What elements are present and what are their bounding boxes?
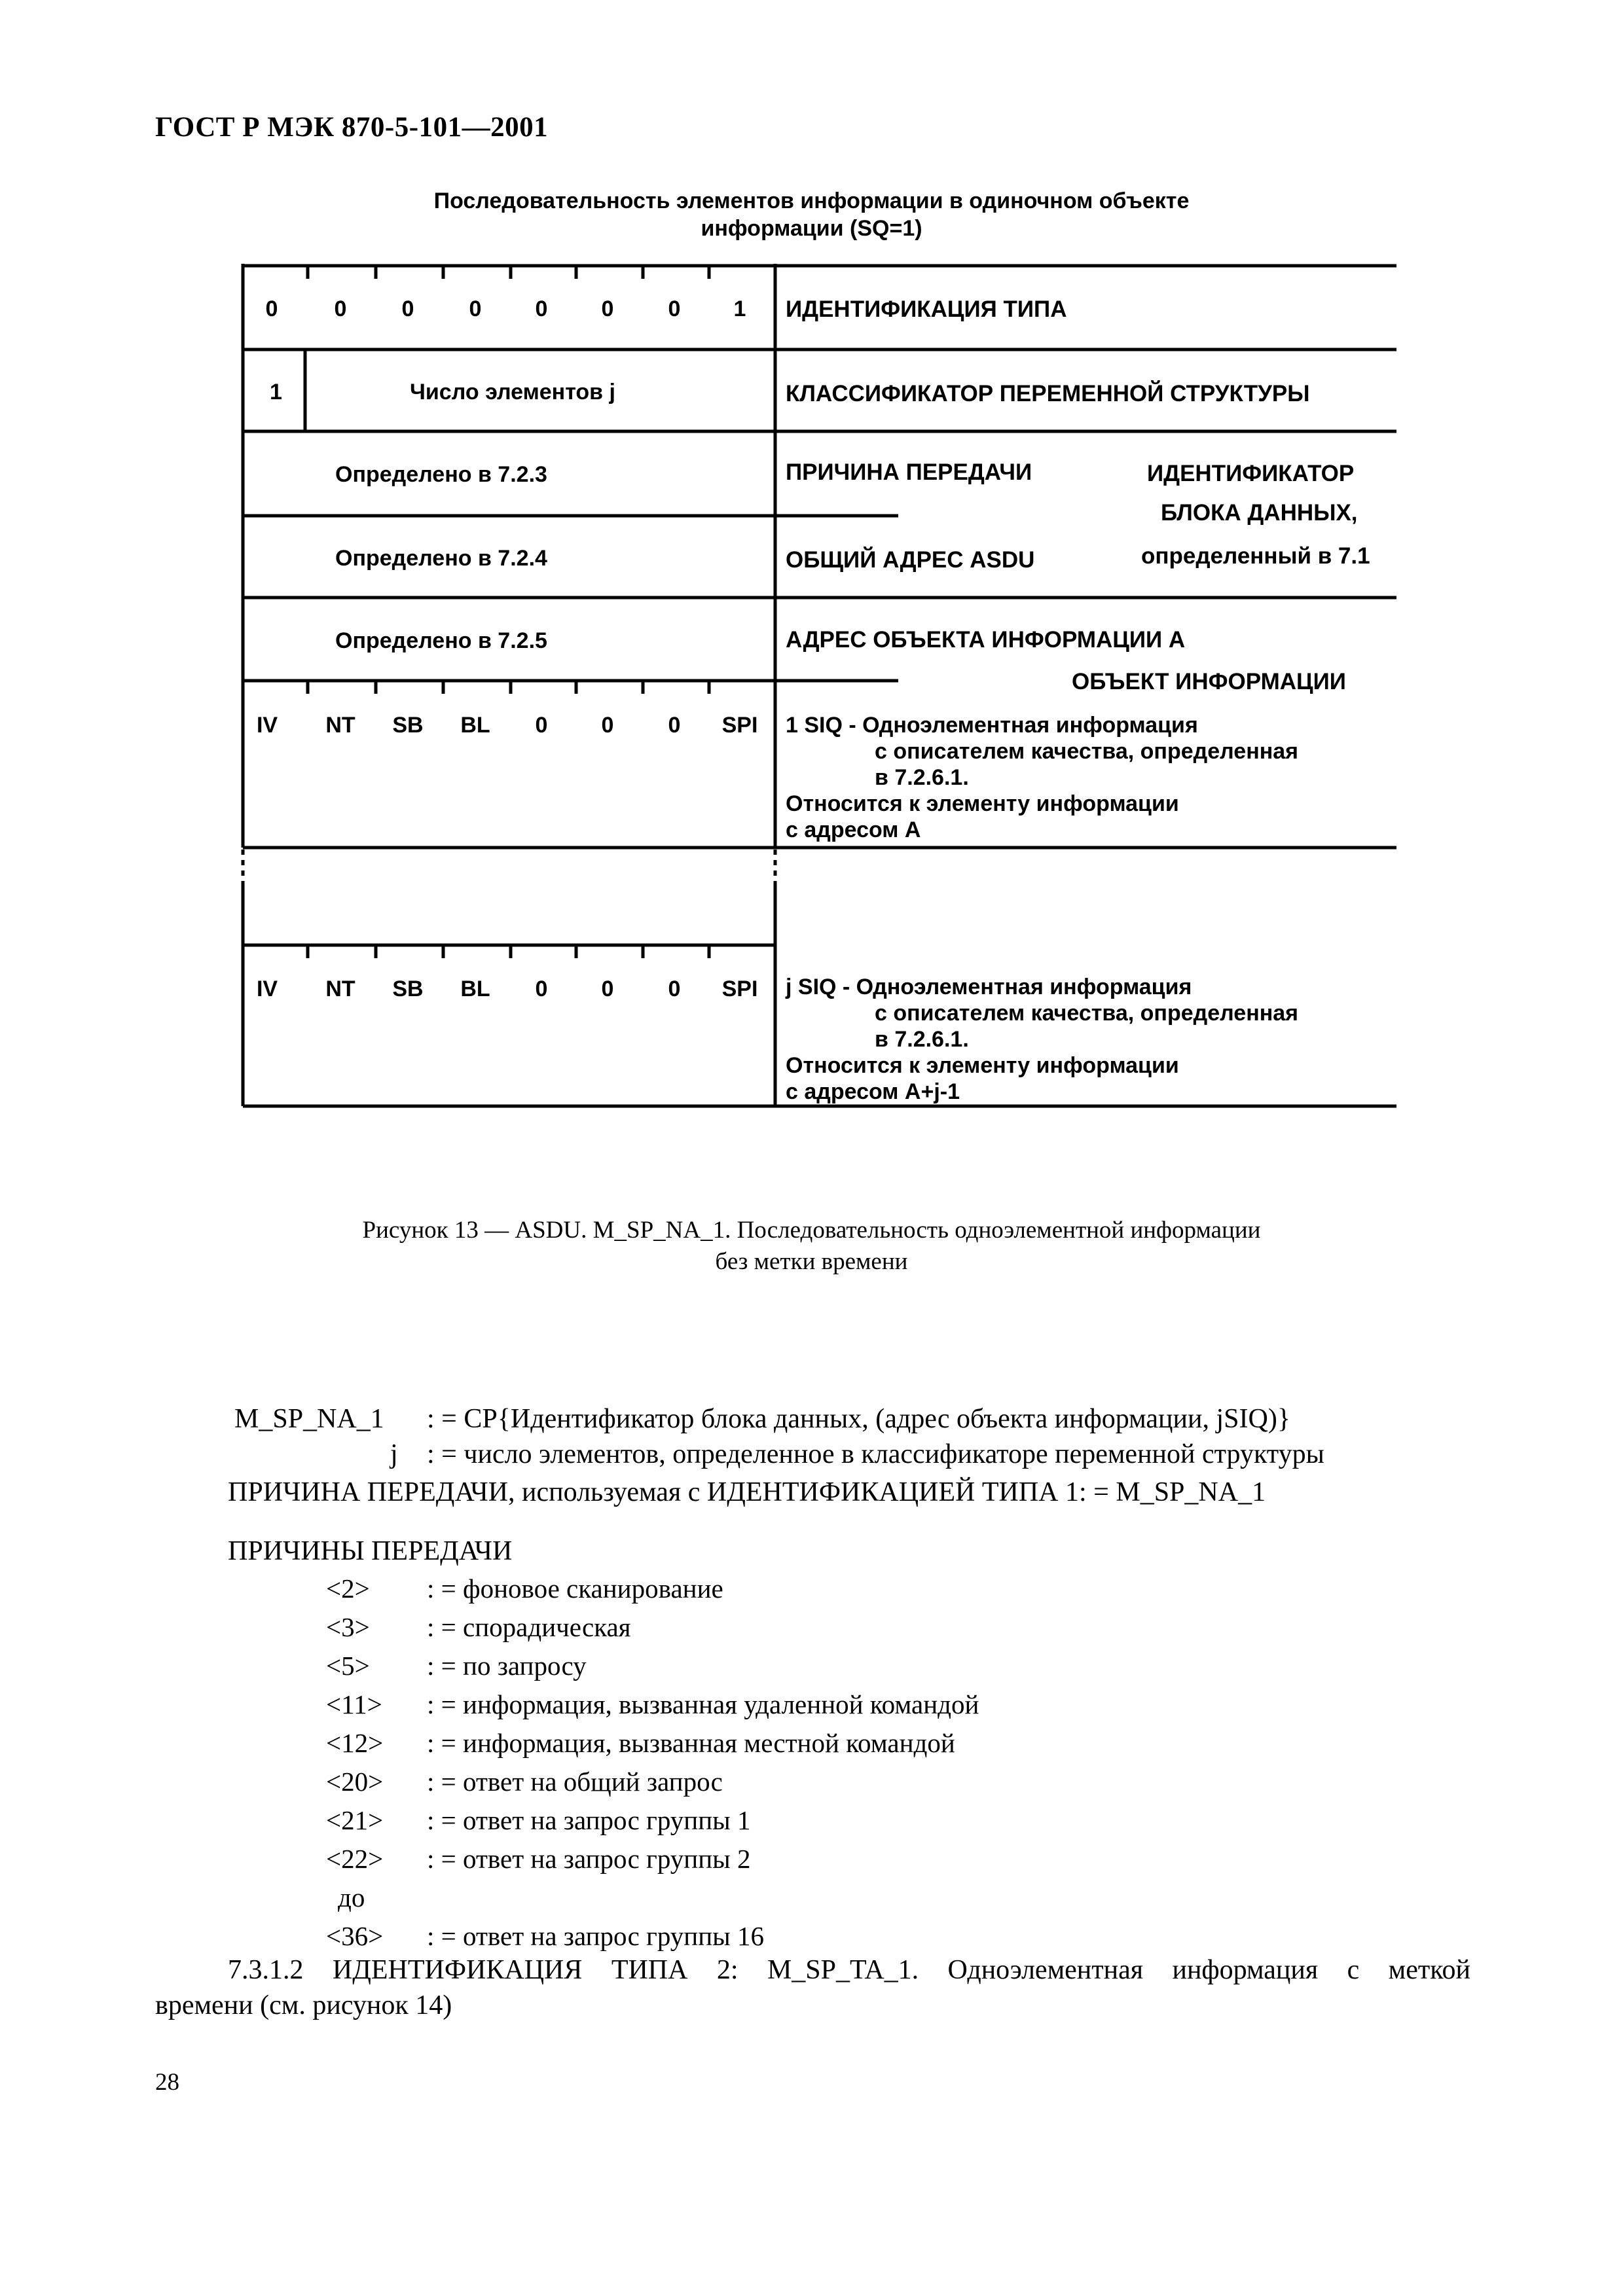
cause-code: <2> (326, 1573, 370, 1604)
figure-caption-line-2: без метки времени (715, 1248, 908, 1275)
definition-text: : = CP{Идентификатор блока данных, (адрес объекта информации, jSIQ)} (427, 1404, 1290, 1434)
siq-bit: SB (392, 713, 424, 738)
siq-first-desc: с описателем качества, определенная (875, 739, 1299, 764)
definition-term: j (390, 1439, 398, 1469)
siq-bit: SPI (721, 713, 758, 738)
cause-code: <22> (326, 1844, 384, 1874)
figure-title-line-1: Последовательность элементов информации в одиночном объекте (433, 188, 1190, 213)
siq-bit: BL (460, 713, 490, 738)
causes-title: ПРИЧИНЫ ПЕРЕДАЧИ (228, 1536, 513, 1566)
cot-label: ПРИЧИНА ПЕРЕДАЧИ (786, 459, 1032, 485)
dui-label-line-1: ИДЕНТИФИКАТОР (1147, 461, 1355, 486)
cause-code: <21> (326, 1805, 384, 1835)
type-id-bit: 0 (668, 296, 681, 321)
sq-bit: 1 (270, 380, 282, 404)
siq-bit: 0 (668, 977, 681, 1001)
siq-first-desc: в 7.2.6.1. (875, 765, 969, 790)
type-id-bit: 0 (401, 296, 414, 321)
definition-term: M_SP_NA_1 (234, 1404, 384, 1434)
type-id-label: ИДЕНТИФИКАЦИЯ ТИПА (786, 296, 1067, 322)
siq-bit: NT (325, 977, 356, 1001)
cause-code: <36> (326, 1921, 384, 1951)
cot-definition: Определено в 7.2.3 (335, 462, 547, 487)
type-id-bit: 0 (265, 296, 278, 321)
information-object-label: ОБЪЕКТ ИНФОРМАЦИИ (1072, 669, 1346, 694)
siq-bit: 0 (535, 713, 548, 738)
cause-text: : = информация, вызванная местной командой (427, 1728, 955, 1758)
range-word: до (338, 1882, 365, 1912)
cause-text: : = ответ на общий запрос (427, 1767, 723, 1797)
siq-bit: BL (460, 977, 490, 1001)
siq-last-desc: с адресом А+j-1 (786, 1079, 960, 1104)
ioa-label: АДРЕС ОБЪЕКТА ИНФОРМАЦИИ А (786, 627, 1186, 653)
cause-of-transmission-line: ПРИЧИНА ПЕРЕДАЧИ, используемая с ИДЕНТИФИКАЦИЕЙ ТИПА 1: = M_SP_NA_1 (228, 1477, 1266, 1507)
siq-bit: NT (325, 713, 356, 738)
section-heading-line-1: 7.3.1.2 ИДЕНТИФИКАЦИЯ ТИПА 2: M_SP_TA_1. Одноэлементная информация с меткой (228, 1955, 1470, 1985)
figure-caption-line-1: Рисунок 13 — ASDU. M_SP_NA_1. Последовательность одноэлементной информации (362, 1217, 1261, 1244)
siq-last-desc: в 7.2.6.1. (875, 1027, 969, 1052)
siq-bit: 0 (601, 977, 614, 1001)
cause-code: <12> (326, 1728, 384, 1758)
cause-text: : = по запросу (427, 1651, 587, 1681)
type-id-bit: 1 (733, 296, 746, 321)
cause-text: : = ответ на запрос группы 16 (427, 1921, 764, 1951)
siq-last-desc: j SIQ - Одноэлементная информация (786, 975, 1192, 999)
page-number: 28 (155, 2069, 179, 2096)
siq-bit: 0 (535, 977, 548, 1001)
document-header: ГОСТ Р МЭК 870-5-101—2001 (155, 112, 549, 143)
ioa-definition: Определено в 7.2.5 (335, 628, 547, 653)
cause-code: <11> (326, 1689, 382, 1719)
siq-bit: SPI (721, 977, 758, 1001)
siq-last-desc: Относится к элементу информации (786, 1053, 1179, 1078)
figure-title-line-2: информации (SQ=1) (701, 216, 922, 241)
cause-code: <20> (326, 1767, 384, 1797)
dui-label-line-2: БЛОКА ДАННЫХ, (1161, 500, 1358, 526)
section-heading-line-2: времени (см. рисунок 14) (155, 1990, 452, 2020)
common-address-label: ОБЩИЙ АДРЕС ASDU (786, 547, 1035, 573)
siq-bit: IV (256, 977, 278, 1001)
siq-bit: 0 (668, 713, 681, 738)
type-id-bit: 0 (601, 296, 614, 321)
cause-text: : = фоновое сканирование (427, 1573, 723, 1604)
cause-text: : = спорадическая (427, 1612, 631, 1642)
dui-label-line-3: определенный в 7.1 (1141, 543, 1370, 569)
siq-first-desc: Относится к элементу информации (786, 791, 1179, 816)
cause-text: : = ответ на запрос группы 2 (427, 1844, 751, 1874)
siq-first-desc: с адресом А (786, 817, 921, 842)
common-address-definition: Определено в 7.2.4 (335, 546, 547, 571)
type-id-bit: 0 (535, 296, 548, 321)
cause-text: : = ответ на запрос группы 1 (427, 1805, 751, 1835)
cause-text: : = информация, вызванная удаленной командой (427, 1689, 979, 1719)
siq-bit: 0 (601, 713, 614, 738)
siq-bit: IV (256, 713, 278, 738)
siq-first-desc: 1 SIQ - Одноэлементная информация (786, 713, 1198, 738)
siq-last-desc: с описателем качества, определенная (875, 1001, 1299, 1026)
definition-text: : = число элементов, определенное в классификаторе переменной структуры (427, 1439, 1324, 1469)
cause-code: <3> (326, 1612, 370, 1642)
cause-code: <5> (326, 1651, 370, 1681)
siq-bit: SB (392, 977, 424, 1001)
type-id-bit: 0 (334, 296, 347, 321)
type-id-bit: 0 (469, 296, 482, 321)
number-of-elements: Число элементов j (410, 380, 615, 404)
vsq-label: КЛАССИФИКАТОР ПЕРЕМЕННОЙ СТРУКТУРЫ (786, 381, 1310, 406)
